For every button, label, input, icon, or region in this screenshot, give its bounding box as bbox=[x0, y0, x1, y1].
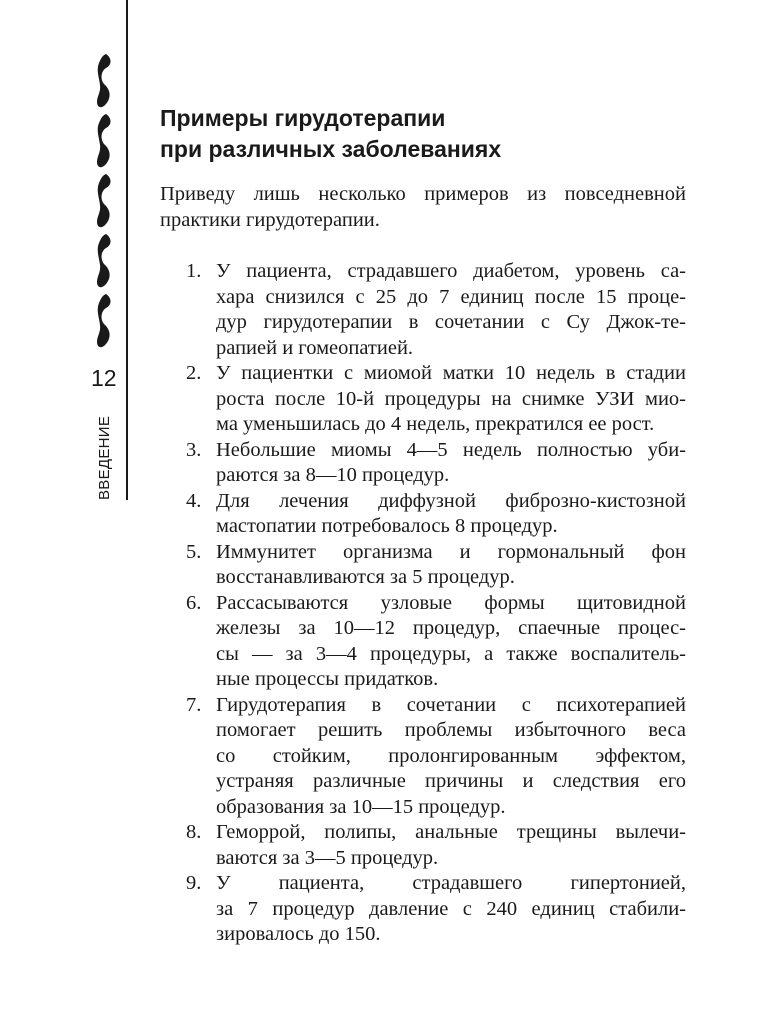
list-item-number: 8. bbox=[186, 821, 202, 843]
list-item-line: железы за 10—12 процедур, спаечные процес- bbox=[216, 617, 686, 639]
list-item-line: Для лечения диффузной фиброзно-кистозной bbox=[216, 489, 686, 512]
list-item-line: хара снизился с 25 до 7 единиц после 15 проце- bbox=[216, 285, 686, 308]
list-item-line: ные процессы придатков. bbox=[216, 668, 439, 690]
list-item-number: 5. bbox=[186, 540, 202, 563]
list-item-line: У пациентки с миомой матки 10 недель в стадии bbox=[216, 362, 686, 384]
page-number: 12 bbox=[91, 365, 117, 391]
leech-icon bbox=[88, 52, 122, 112]
list-item bbox=[160, 259, 686, 361]
list-item bbox=[160, 820, 686, 871]
list-item-line: У пациента, страдавшего диабетом, уровень са- bbox=[216, 260, 686, 282]
leech-ornament bbox=[88, 52, 122, 352]
list-item-number: 7. bbox=[186, 693, 202, 716]
intro-line: Приведу лишь несколько примеров из повседневной bbox=[160, 183, 686, 205]
list-item-number: 3. bbox=[186, 438, 202, 461]
leech-icon bbox=[88, 112, 122, 172]
list-item-line: Геморрой, полипы, анальные трещины вылечи- bbox=[216, 821, 686, 843]
list-item-line: образования за 10—15 процедур. bbox=[216, 795, 506, 818]
leech-icon bbox=[88, 232, 122, 292]
list-item bbox=[160, 361, 686, 438]
list-item-line: со стойким, пролонгированным эффектом, bbox=[216, 744, 686, 767]
list-item-line: Гирудотерапия в сочетании с психотерапией bbox=[216, 693, 686, 716]
section-label: ВВЕДЕНИЕ bbox=[96, 415, 113, 500]
heading-line: Примеры гирудотерапии bbox=[160, 105, 446, 131]
list-item-line: за 7 процедур давление с 240 единиц стабили- bbox=[216, 897, 686, 920]
list-item-number: 1. bbox=[186, 260, 202, 282]
list-item bbox=[160, 540, 686, 591]
list-item-line: рапией и гомеопатией. bbox=[216, 336, 414, 359]
leech-icon bbox=[88, 292, 122, 352]
list-item-number: 9. bbox=[186, 872, 202, 894]
list-item-line: восстанавливаются за 5 процедур. bbox=[216, 566, 515, 588]
list-item-line: Иммунитет организма и гормональный фон bbox=[216, 540, 686, 563]
list-item-line: У пациента, страдавшего гипертонией, bbox=[216, 872, 686, 894]
list-item-line: дур гирудотерапии в сочетании с Су Джок-те- bbox=[216, 311, 686, 333]
list-item-number: 4. bbox=[186, 489, 202, 512]
list-item-line: устраняя различные причины и следствия его bbox=[216, 770, 686, 792]
list-item-line: Небольшие миомы 4—5 недель полностью уби- bbox=[216, 438, 686, 461]
list-item-line: Рассасываются узловые формы щитовидной bbox=[216, 591, 686, 614]
list-item-line: мастопатии потребовалось 8 процедур. bbox=[216, 515, 558, 537]
list-item-line: сы — за 3—4 процедуры, а также воспалитель- bbox=[216, 642, 686, 665]
list-item-line: зировалось до 150. bbox=[216, 923, 381, 945]
list-item bbox=[160, 871, 686, 948]
margin-rule bbox=[126, 0, 128, 500]
list-item bbox=[160, 489, 686, 540]
intro-paragraph bbox=[160, 182, 686, 233]
heading-line: при различных заболеваниях bbox=[160, 136, 502, 162]
examples-list bbox=[160, 259, 686, 948]
list-item-line: раются за 8—10 процедур. bbox=[216, 464, 450, 486]
list-item-number: 6. bbox=[186, 591, 202, 614]
list-item-line: ваются за 3—5 процедур. bbox=[216, 846, 439, 869]
list-item bbox=[160, 591, 686, 693]
list-item-line: помогает решить проблемы избыточного веса bbox=[216, 719, 686, 741]
list-item-number: 2. bbox=[186, 362, 202, 384]
leech-icon bbox=[88, 172, 122, 232]
intro-line: практики гирудотерапии. bbox=[160, 208, 380, 231]
list-item bbox=[160, 693, 686, 821]
section-heading bbox=[160, 103, 680, 165]
list-item bbox=[160, 438, 686, 489]
list-item-line: ма уменьшилась до 4 недель, прекратился ее рост. bbox=[216, 413, 655, 435]
list-item-line: роста после 10-й процедуры на снимке УЗИ мио- bbox=[216, 387, 686, 410]
